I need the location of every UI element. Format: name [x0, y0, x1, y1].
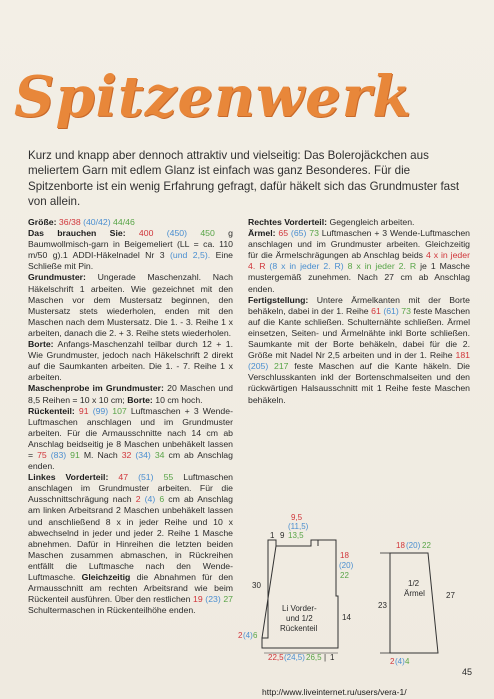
- sleeve-label-line-2: Ärmel: [404, 589, 425, 598]
- dim-small-c: 6: [253, 631, 258, 640]
- source-url: http://www.liveinternet.ru/users/vera-1/: [262, 687, 407, 697]
- sleeve-label-line-1: 1/2: [408, 579, 420, 588]
- instructions-right-column: [248, 217, 470, 406]
- sleeve-bottom-4b: 4: [405, 657, 410, 666]
- instructions-left-column: [28, 217, 233, 616]
- dim-right-20: (20): [339, 561, 354, 570]
- dim-top-1: 1: [270, 531, 275, 540]
- dim-left-30: 30: [252, 581, 261, 590]
- intro-paragraph: Kurz und knapp aber dennoch attraktiv und vielseitig: Das Bolerojäckchen aus meliertem Garn mit edlem Glanz ist einfach was ganz Besonderes. Für die Spitzenborte ist ein wenig Erfahrung gefragt, dafür häkelt sich das Grundmuster fast von allein.: [28, 149, 460, 209]
- dim-right-18: 18: [340, 551, 349, 560]
- dim-bottom-245: (24,5): [284, 653, 305, 662]
- dim-right-22: 22: [340, 571, 349, 580]
- materials-paragraph: Das brauchen Sie: 400 (450) 450 g Baumwollmisch-garn in Beigemeliert (LL = ca. 110 m/50 g).1 ADDI-Häkelnadel Nr 3 (und 2,5). Eine Schließe mit Pin.: [28, 228, 233, 272]
- sleeve-left-23: 23: [378, 601, 387, 610]
- dim-top-95: 9,5: [291, 513, 303, 522]
- dim-top-9: 9: [280, 531, 285, 540]
- size-line: Größe: 36/38 (40/42) 44/46: [28, 217, 135, 227]
- sleeve-paragraph: Ärmel: 65 (65) 73 Luftmaschen + 3 Wende-Luftmaschen anschlagen und im Grundmuster arbeiten. Gleichzeitig für die Ärmelschrägungen ab Anschlag beids 4 x in jeder 4. R (8 x in jeder 2. R) 8 x in jeder 2. R je 1 Masche mustergemäß zunehmen. Nach 27 cm ab Anschlag enden.: [248, 228, 471, 294]
- body-label-line-3: Rückenteil: [280, 624, 318, 633]
- back-paragraph: Rückenteil: 91 (99) 107 Luftmaschen + 3 Wende-Luftmaschen anschlagen und im Grundmuster arbeiten. Für die Armausschnitte nach 14 cm ab Anschlag beidseitig je 8 Maschen unbehäkelt lassen = 75 (83) 91 M. Nach 32 (34) 34 cm ab Anschlag enden.: [28, 405, 233, 472]
- border-paragraph: Borte: Anfangs-Maschenzahl teilbar durch 12 + 1. Wie Grundmuster, jedoch nach Häkelschrift 2 direkt auf die Saumkanten arbeiten. Die 1. - 7. Reihe 1 x arbeiten.: [28, 339, 234, 383]
- dim-right-14: 14: [342, 613, 351, 622]
- dim-bottom-1: 1: [330, 653, 335, 662]
- schematic-diagram: [218, 508, 468, 678]
- dim-small-b: (4): [243, 631, 253, 640]
- body-label-line-1: Li Vorder-: [282, 604, 317, 613]
- dim-small-a: 2: [238, 631, 243, 640]
- neckline-slope: [262, 546, 276, 638]
- sleeve-top-22: 22: [422, 541, 431, 550]
- sleeve-bottom-2: 2: [390, 657, 395, 666]
- right-front-paragraph: Rechtes Vorderteil: Gegengleich arbeiten.: [248, 217, 415, 227]
- left-front-paragraph: Linkes Vorderteil: 47 (51) 55 Luftmaschen anschlagen im Grundmuster arbeiten. Für die Ausschnittschrägung nach 2 (4) 6 cm ab Anschlag am linken Arbeitsrand 2 Maschen unbehäkelt lassen und anschließend 8 x in jeder Reihe und 10 x abwechselnd in jeder und jeder 2. Reihe 1 Masche abnehmen. Dafür in Hinreihen die letzten beiden Maschen zusammen abmaschen, in Rückreihen entfällt die Luftmasche nach den Wende-Luftmasche. Gleichzeitig die Abnahmen für den Armausschnitt am rechten Arbeitsrand wie beim Rückenteil ausführen. Über den restlichen 19 (23) 27 Schultermaschen in Rückenteilhöhe enden.: [28, 472, 234, 616]
- dim-bottom-sep: |: [324, 653, 327, 662]
- dim-top-115: (11,5): [288, 522, 309, 531]
- dim-top-135: 13,5: [288, 531, 304, 540]
- page-number: 45: [462, 667, 473, 677]
- sleeve-top-20: (20): [406, 541, 421, 550]
- dim-bottom-265: 26,5: [306, 653, 322, 662]
- sleeve-right-27: 27: [446, 591, 455, 600]
- sleeve-piece-outline: [390, 553, 438, 653]
- basic-pattern-paragraph: Grundmuster: Ungerade Maschenzahl. Nach Häkelschrift 1 arbeiten. Wie gezeichnet mit den Maschen vor dem Mustersatz beginnen, den Mustersatz stets wiederholen, enden mit den Maschen nach dem Mustersatz. Die 1. - 3. Reihe 1 x arbeiten, danach die 2. + 3. Reihe stets wiederholen.: [28, 272, 233, 338]
- sleeve-bottom-4: (4): [395, 657, 405, 666]
- dim-bottom-225: 22,5: [268, 653, 284, 662]
- body-label-line-2: und 1/2: [286, 614, 313, 623]
- finishing-paragraph: Fertigstellung: Untere Ärmelkanten mit der Borte behäkeln, dabei in der 1. Reihe 61 (61) 73 feste Maschen auf die Kante schließen. Schulternähte schließen. Ärmel einsetzen, Seiten- und Ärmelnähte inkl Borte schließen. Saumkante mit der Borte behäkeln, dabei für die 2. Größe mit Nadel Nr 2,5 arbeiten und in der 1. Reihe 181 (205) 217 feste Maschen auf die Kante häkeln. Die Verschlusskanten inkl der Bortenschmalseiten und den rückwärtigen Halsausschnitt mit 1 Reihe feste Maschen behäkeln.: [248, 294, 471, 405]
- page-title: Spitzenwerk: [14, 64, 413, 130]
- sleeve-top-18: 18: [396, 541, 405, 550]
- gauge-paragraph: Maschenprobe im Grundmuster: 20 Maschen und 8,5 Reihen = 10 x 10 cm; Borte: 10 cm hoch.: [28, 383, 233, 405]
